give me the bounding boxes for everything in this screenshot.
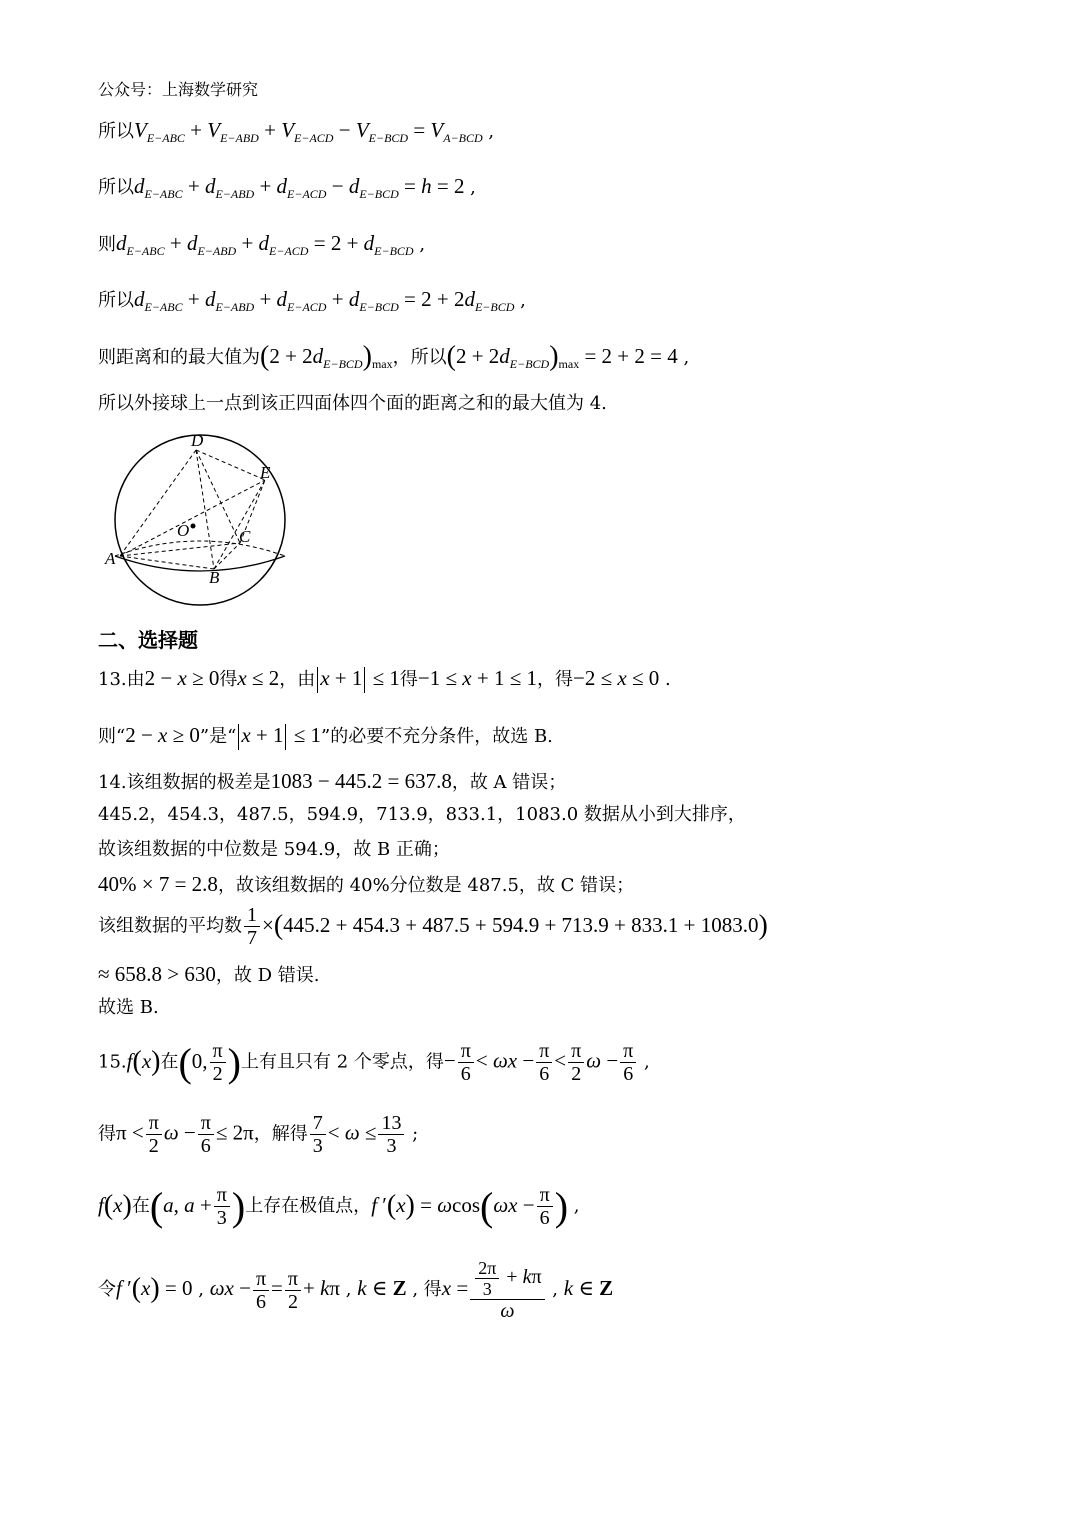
label-O: O [177,521,190,540]
equator-front [115,556,285,571]
q14-mean-result: ≈ 658.8 > 630，故 D 错误. [98,962,320,986]
label-E: E [260,463,271,482]
edge-BC [214,543,240,569]
q15-line3: f(x)在(a, a + $\frac{\pi}{3}$ )上存在极值点，f ′(x) = ωcos(ωx − $\frac{\pi}{6}$ ) , [98,1183,580,1229]
conclusion-text: 所以外接球上一点到该正四面体四个面的距离之和的最大值为 4. [98,393,607,414]
label-D: D [191,431,204,450]
q14-answer: 故选 B. [98,997,159,1018]
label-B: B [209,568,220,587]
edge-DA [120,450,196,556]
q15-line4: 令f ′(x) = 0 , ωx − $\frac{\pi}{6}$ = $\frac{\pi}{2}$ + kπ , k ∈ Z , 得x = $\frac{2\pi}{3}$ + kπ ω , k ∈ Z [98,1258,614,1322]
q14-percentile: 40% × 7 = 2.8，故该组数据的 40%分位数是 487.5，故 C 错误； [98,872,635,896]
eq-max-value: 则距离和的最大值为$(2 + 2d_{E-BCD})_{max}$，所以$(2 + 2d_{E-BCD})_{max} = 2 + 2 = 4$ , [98,341,690,372]
source-header: 公众号：上海数学研究 [98,80,259,99]
label-A: A [105,549,116,568]
q13-line1: 13.由2 − x ≥ 0得x ≤ 2，由 x + 1 ≤ 1得−1 ≤ x + 1 ≤ 1，得−2 ≤ x ≤ 0 . [98,664,671,694]
sphere-outline [115,435,285,605]
q14-median: 故该组数据的中位数是 594.9，故 B 正确； [98,839,450,860]
eq-volume: 所以$V_{E-ABC} + V_{E-ABD} + V_{E-ACD} - V_{E-BCD} = V_{A-BCD}$ , [98,118,495,145]
q15-line2: 得π < $\frac{\pi}{2}$ ω − $\frac{\pi}{6}$ ≤ 2π，解得 $\frac{7}{3}$ < ω ≤ $\frac{13}{3}$ ; [98,1112,419,1157]
eq-distance-rearranged: 则$d_{E-ABC} + d_{E-ABD} + d_{E-ACD} = 2 + d_{E-BCD}$ , [98,231,426,258]
q14-mean: 该组数据的平均数 $\frac{1}{7}$ ×(445.2 + 454.3 + 487.5 + 594.9 + 713.9 + 833.1 + 1083.0) [98,904,768,949]
eq-distance-total: 所以$d_{E-ABC} + d_{E-ABD} + d_{E-ACD} + d_{E-BCD} = 2 + 2d_{E-BCD}$ , [98,287,526,314]
q14-data-list: 445.2，454.3，487.5，594.9，713.9，833.1，1083.0 数据从小到大排序， [98,804,746,825]
edge-DB [196,450,214,569]
sphere-tetrahedron-figure [100,428,300,613]
q15-line1: 15.f(x)在(0, $\frac{\pi}{2}$ )上有且只有 2 个零点，得− $\frac{\pi}{6}$ < ωx − $\frac{\pi}{6}$ < $\frac{\pi}{2}$ ω − $\frac{\pi}{6}$ , [98,1039,650,1086]
equator-back [115,541,285,556]
section-title: 二、选择题 [98,628,198,652]
label-C: C [239,527,251,546]
q14-range: 14.该组数据的极差是1083 − 445.2 = 637.8，故 A 错误； [98,769,567,793]
q13-line2: 则“2 − x ≥ 0”是“ x + 1 ≤ 1”的必要不充分条件，故选 B. [98,721,553,751]
center-point [191,524,196,529]
eq-distance-sum: 所以$d_{E-ABC} + d_{E-ABD} + d_{E-ACD} - d_{E-BCD} = h = 2$ , [98,174,476,201]
